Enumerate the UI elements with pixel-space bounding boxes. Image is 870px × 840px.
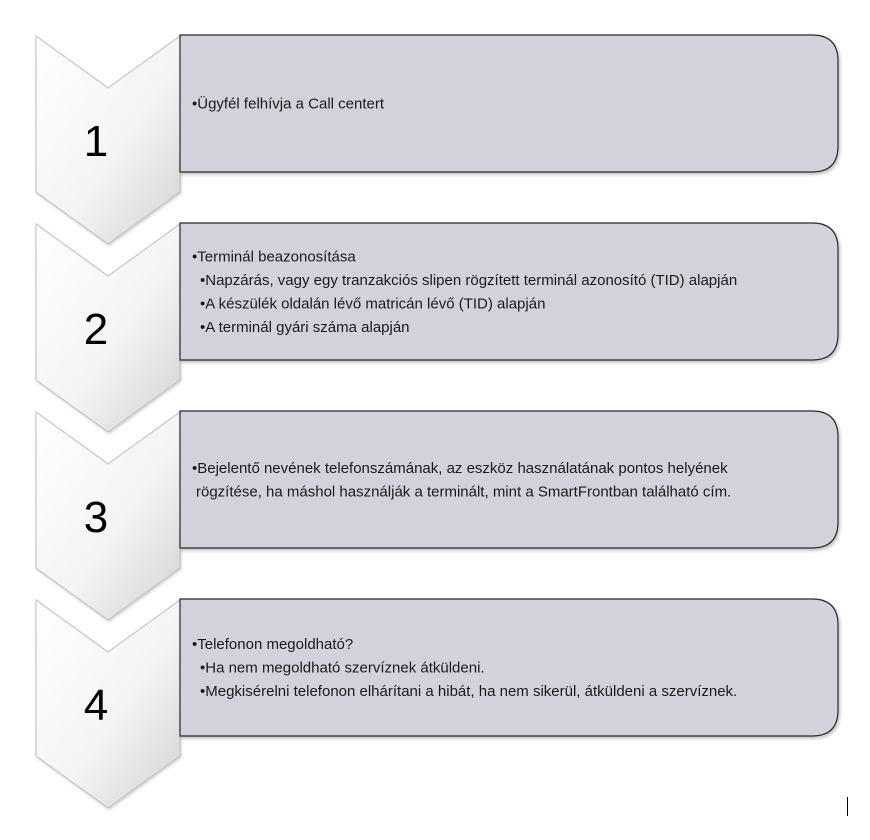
step-text-line: •Bejelentő nevének telefonszámának, az eszköz használatának pontos helyének bbox=[192, 459, 728, 477]
process-step bbox=[36, 223, 838, 432]
step-number: 3 bbox=[83, 493, 109, 542]
process-step bbox=[36, 35, 838, 244]
step-text-line: rögzítése, ha máshol használják a terminált, mint a SmartFrontban található cím. bbox=[196, 483, 732, 501]
step-text-line: •Telefonon megoldható? bbox=[192, 636, 354, 653]
process-step bbox=[36, 411, 838, 620]
step-text-line: •Megkisérelni telefonon elhárítani a hibát, ha nem sikerül, átküldeni a szervíznek. bbox=[200, 683, 738, 700]
step-text-line: •A készülék oldalán lévő matricán lévő (TID) alapján bbox=[200, 295, 546, 313]
step-text-line: •Napzárás, vagy egy tranzakciós slipen rögzített terminál azonosító (TID) alapján bbox=[200, 271, 738, 289]
step-text-line: •Ügyfél felhívja a Call centert bbox=[192, 95, 385, 113]
step-number: 1 bbox=[83, 117, 109, 166]
step-number: 2 bbox=[83, 305, 109, 354]
step-text-line: •Ha nem megoldható szervíznek átküldeni. bbox=[200, 659, 485, 677]
process-step bbox=[36, 599, 838, 808]
step-text-line: •Terminál beazonosítása bbox=[192, 248, 356, 266]
step-text-line: •A terminál gyári száma alapján bbox=[200, 318, 410, 336]
step-number: 4 bbox=[83, 681, 109, 730]
step-box bbox=[180, 411, 838, 548]
text-cursor bbox=[847, 797, 848, 816]
step-box bbox=[180, 223, 838, 360]
